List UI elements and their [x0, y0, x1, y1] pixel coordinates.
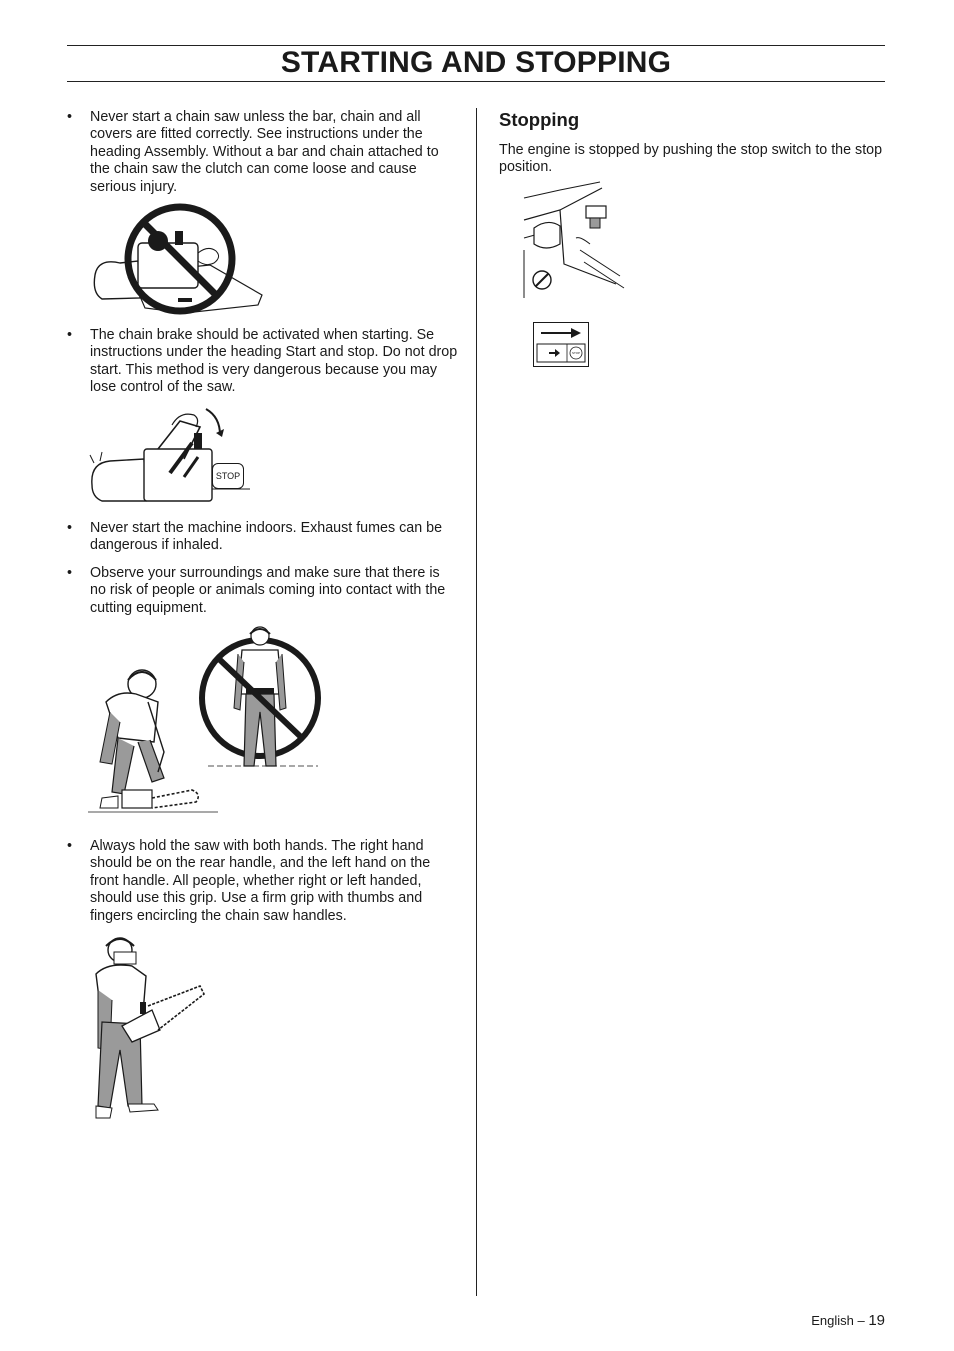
bullet-text: Observe your surroundings and make sure that there is no risk of people or animals coming into contact with the cutting equipment. [90, 565, 446, 616]
chainsaw-no-bar-icon [90, 203, 270, 318]
bullet-marker: • [67, 838, 73, 854]
stopping-heading: Stopping [499, 109, 580, 130]
stop-switch-illustration [520, 180, 630, 305]
stop-switch-icon [520, 180, 630, 305]
bullet-indoors [67, 520, 459, 555]
operator-holding-saw-icon [88, 930, 213, 1125]
no-bar-chain-prohibition-illustration [90, 203, 270, 318]
bullet-both-hands [67, 838, 459, 925]
stopping-paragraph: The engine is stopped by pushing the stop switch to the stop position. [499, 142, 883, 176]
bullet-marker: • [67, 520, 73, 536]
stop-symbol-label: STOP [571, 351, 581, 355]
operator-and-bystander-icon [88, 622, 328, 817]
page-title: STARTING AND STOPPING [280, 46, 672, 79]
bullet-marker: • [67, 565, 73, 581]
bullet-text: The chain brake should be activated when starting. Se instructions under the heading Start and stop. Do not drop start. This method is very dangerous because you may lose control of the saw. [90, 327, 458, 396]
page-number: 19 [868, 1312, 885, 1329]
bullet-marker: • [67, 327, 73, 343]
stop-position-label-illustration [533, 322, 589, 367]
stop-direction-arrow-icon [533, 322, 589, 367]
chain-brake-start-illustration [88, 403, 250, 505]
header-bottom-rule [67, 81, 885, 82]
bullet-text: Never start the machine indoors. Exhaust fumes can be dangerous if inhaled. [90, 520, 443, 554]
two-hand-grip-illustration [88, 930, 213, 1125]
bullet-no-bar-chain [67, 109, 459, 196]
bullet-surroundings [67, 565, 459, 617]
bullet-chain-brake [67, 327, 459, 397]
bullet-marker: • [67, 109, 73, 125]
footer-language: English [811, 1313, 854, 1328]
footer-separator: – [857, 1313, 865, 1328]
page-footer [811, 1311, 885, 1331]
chain-brake-activated-icon [88, 403, 250, 505]
bystander-prohibition-illustration [88, 622, 328, 817]
bullet-text: Always hold the saw with both hands. The right hand should be on the rear handle, and the left hand on the front handle. All people, whether right or left handed, should use this grip. Use a firm grip with thumbs and fingers encircling the chain saw handles. [90, 838, 431, 924]
column-divider [476, 108, 477, 1296]
bullet-text: Never start a chain saw unless the bar, chain and all covers are fitted correctly. See instructions under the heading Assembly. Without a bar and chain attached to the chain saw the clutch can come loose and cause serious injury. [90, 109, 439, 195]
stop-label: STOP [215, 471, 241, 481]
stop-octagon-icon [212, 463, 244, 489]
